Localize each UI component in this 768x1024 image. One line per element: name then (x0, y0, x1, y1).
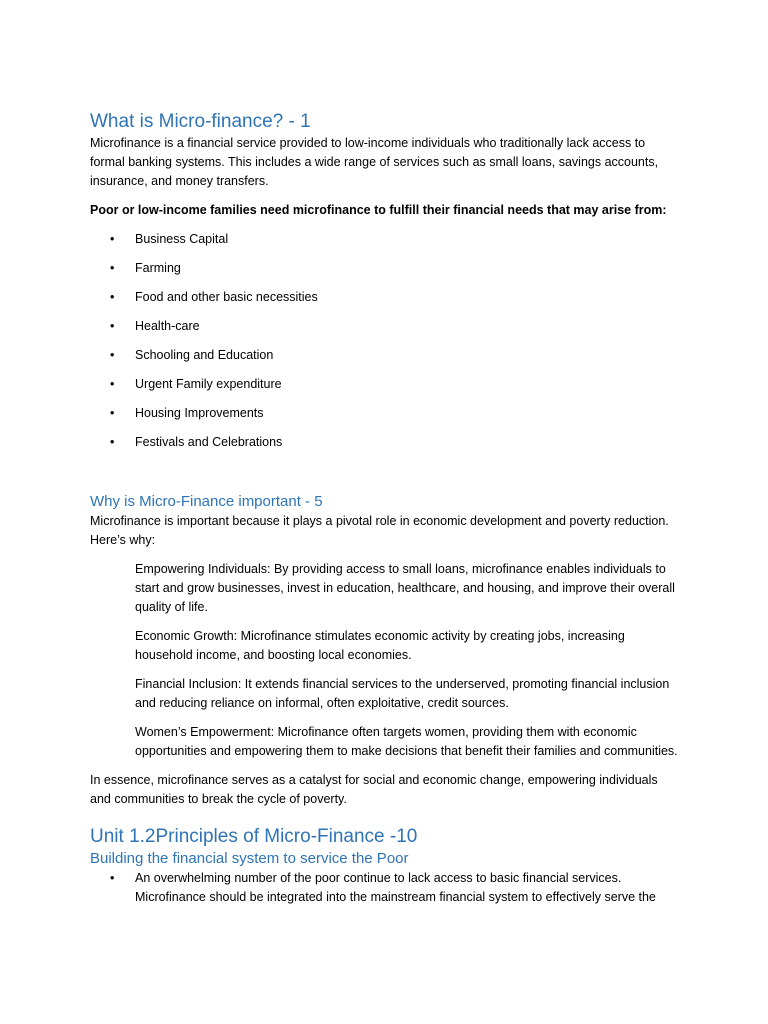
bullet-icon: • (110, 871, 115, 885)
needs-list (90, 230, 680, 452)
list-item: • Urgent Family expenditure (90, 375, 680, 394)
section1-intro: Microfinance is a financial service provided to low-income individuals who traditionally lack access to formal banking systems. This includes a wide range of services such as small loans, savings accounts, insurance, and money transfers. (90, 136, 659, 188)
list-item: • An overwhelming number of the poor continue to lack access to basic financial services. Microfinance should be integrated into the mainstream financial system to effectively serve the (110, 871, 656, 904)
bullet-icon: • (110, 290, 115, 304)
point-empowering-individuals: Empowering Individuals: By providing access to small loans, microfinance enables individuals to start and grow businesses, invest in education, healthcare, and housing, and improve their overall quality of life. (135, 562, 675, 614)
document-page (90, 110, 680, 907)
list-item: • Schooling and Education (90, 346, 680, 365)
point-financial-inclusion: Financial Inclusion: It extends financial services to the underserved, promoting financial inclusion and reducing reliance on informal, often exploitative, credit sources. (135, 677, 670, 710)
needs-lead: Poor or low-income families need microfinance to fulfill their financial needs that may arise from: (90, 203, 667, 217)
section2-intro: Microfinance is important because it plays a pivotal role in economic development and poverty reduction. Here’s why: (90, 514, 669, 547)
list-item: • Health-care (90, 317, 680, 336)
section2-conclusion: In essence, microfinance serves as a catalyst for social and economic change, empowering individuals and communities to break the cycle of poverty. (90, 773, 658, 806)
principles-list (90, 869, 680, 907)
point-economic-growth: Economic Growth: Microfinance stimulates economic activity by creating jobs, increasing household income, and boosting local economies. (135, 629, 625, 662)
importance-points (90, 560, 680, 761)
section2-heading: Why is Micro-Finance important - 5 (90, 493, 323, 510)
list-item: • Food and other basic necessities (90, 288, 680, 307)
bullet-icon: • (110, 435, 115, 449)
bullet-icon: • (110, 406, 115, 420)
bullet-icon: • (110, 348, 115, 362)
point-womens-empowerment: Women’s Empowerment: Microfinance often targets women, providing them with economic opportunities and empowering them to make decisions that benefit their families and communities. (135, 725, 678, 758)
bullet-icon: • (110, 377, 115, 391)
bullet-icon: • (110, 261, 115, 275)
bullet-icon: • (110, 319, 115, 333)
list-item: • Housing Improvements (90, 404, 680, 423)
list-item: • Festivals and Celebrations (90, 433, 680, 452)
bullet-icon: • (110, 232, 115, 246)
list-item: • Business Capital (90, 230, 680, 249)
section3-subheading: Building the financial system to service the Poor (90, 850, 409, 867)
list-item: • Farming (90, 259, 680, 278)
section1-heading: What is Micro-finance? - 1 (90, 111, 311, 132)
section3-heading: Unit 1.2Principles of Micro-Finance -10 (90, 826, 418, 847)
